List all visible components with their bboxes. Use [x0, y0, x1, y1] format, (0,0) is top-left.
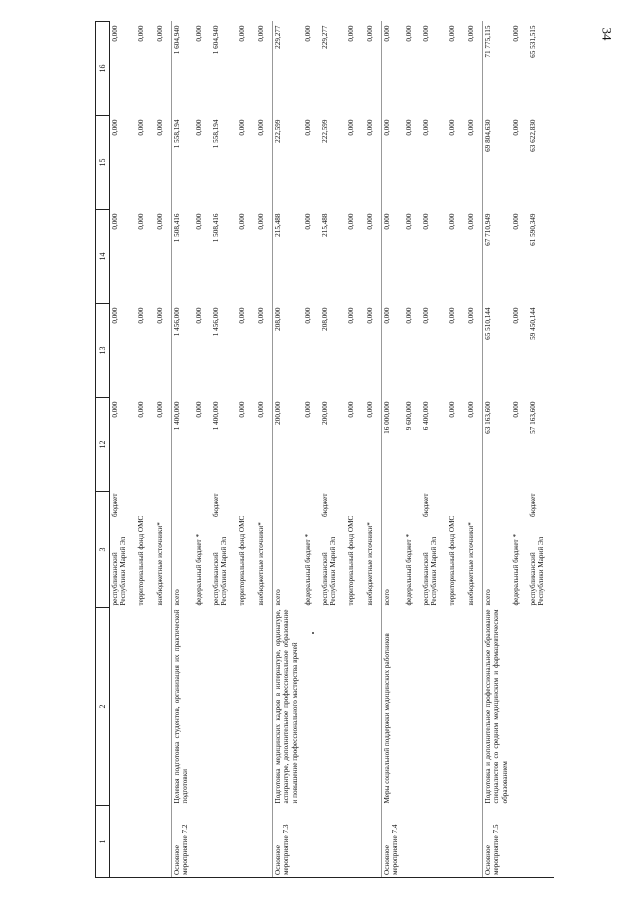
value-cell: 0,000 [365, 25, 374, 42]
funding-source-cell: федеральный бюджет * [303, 533, 312, 606]
event-cell [466, 806, 483, 878]
description-cell [404, 608, 421, 806]
description-cell: Меры социальной поддержки медицинских работников [382, 608, 404, 806]
table-row [365, 22, 382, 878]
value-cell: 0,000 [111, 307, 119, 324]
table-row [320, 22, 346, 878]
table-row [237, 22, 256, 878]
value-cell: 0,000 [194, 213, 203, 230]
value-cell: 0,000 [447, 25, 456, 42]
value-cell: 215,488 [273, 210, 303, 304]
event-cell [110, 806, 136, 878]
value-cell: 0,000 [511, 119, 520, 136]
table-header-row [96, 22, 110, 878]
value-cell: 0,000 [511, 307, 520, 324]
funding-source-cell: всего [273, 492, 303, 608]
column-header: 14 [96, 210, 110, 304]
table-row [273, 22, 303, 878]
value-cell: 0,000 [466, 25, 475, 42]
value-cell: 0,000 [404, 119, 413, 136]
value-cell: 0,000 [365, 307, 374, 324]
value-cell: 1 456,000 [172, 304, 194, 398]
value-cell: 65 510,144 [483, 304, 511, 398]
value-cell: 1 558,194 [211, 119, 220, 149]
value-cell: 0,000 [466, 119, 475, 136]
value-cell: 0,000 [237, 213, 246, 230]
value-cell: 0,000 [303, 307, 312, 324]
value-cell: 0,000 [346, 307, 355, 324]
value-cell: 0,000 [136, 307, 145, 324]
value-cell: 208,000 [273, 304, 303, 398]
value-cell: 200,000 [320, 401, 329, 425]
value-cell: 0,000 [136, 213, 145, 230]
value-cell: 0,000 [303, 25, 312, 42]
value-cell: 0,000 [511, 213, 520, 230]
value-cell: 0,000 [421, 119, 430, 136]
value-cell: 71 775,115 [483, 22, 511, 116]
table-row [404, 22, 421, 878]
event-cell [511, 806, 528, 878]
rotated-table-page [95, 22, 545, 878]
value-cell: 1 400,000 [172, 398, 194, 492]
description-cell [421, 608, 447, 806]
budget-table [95, 21, 554, 878]
description-cell [256, 608, 273, 806]
value-cell: 0,000 [511, 401, 520, 418]
funding-source-cell: внебюджетные источники* [155, 522, 164, 606]
value-cell: 0,000 [237, 307, 246, 324]
value-cell: 0,000 [194, 307, 203, 324]
description-cell [346, 608, 365, 806]
value-cell: 0,000 [111, 25, 119, 42]
value-cell: 0,000 [447, 213, 456, 230]
description-cell [155, 608, 172, 806]
event-cell [211, 806, 237, 878]
value-cell: 0,000 [111, 213, 119, 230]
value-cell: 0,000 [346, 401, 355, 418]
value-cell: 0,000 [155, 119, 164, 136]
value-cell: 57 163,600 [528, 401, 537, 434]
value-cell: 215,488 [320, 213, 329, 237]
value-cell: 1 456,000 [211, 307, 220, 337]
value-cell: 0,000 [404, 25, 413, 42]
description-cell [365, 608, 382, 806]
value-cell: 0,000 [346, 25, 355, 42]
value-cell: 0,000 [365, 213, 374, 230]
value-cell: 208,000 [320, 307, 329, 331]
value-cell: 229,277 [273, 22, 303, 116]
value-cell: 1 604,940 [211, 25, 220, 55]
event-cell [237, 806, 256, 878]
value-cell: 0,000 [111, 401, 119, 418]
page-number: 34 [599, 27, 615, 41]
description-cell: Подготовка и дополнительное профессиональное образование специалистов со средним медицинским и фармацевтическим образованием [484, 609, 509, 804]
value-cell: 0,000 [447, 401, 456, 418]
value-cell: 0,000 [237, 25, 246, 42]
value-cell: 1 508,416 [172, 210, 194, 304]
value-cell: 229,277 [320, 25, 329, 49]
value-cell: 0,000 [382, 304, 404, 398]
description-cell [303, 608, 320, 806]
value-cell: 6 400,000 [421, 401, 430, 431]
funding-source-cell: федеральный бюджет * [511, 533, 520, 606]
value-cell: 1 508,416 [211, 213, 220, 243]
funding-source-cell: всего [172, 492, 194, 608]
event-cell [256, 806, 273, 878]
table-row [136, 22, 155, 878]
value-cell: 0,000 [303, 119, 312, 136]
description-cell [447, 608, 466, 806]
value-cell: 222,599 [273, 116, 303, 210]
value-cell: 0,000 [404, 307, 413, 324]
table-row [466, 22, 483, 878]
event-cell [404, 806, 421, 878]
funding-source-cell: республиканский бюджет Республики Марий Эл [421, 493, 438, 606]
value-cell: 59 450,144 [528, 307, 537, 340]
column-header: 1 [96, 806, 110, 878]
funding-source-cell: всего [483, 492, 511, 608]
event-cell [421, 806, 447, 878]
value-cell: 16 000,000 [382, 398, 404, 492]
value-cell: 0,000 [404, 213, 413, 230]
value-cell: 0,000 [155, 213, 164, 230]
value-cell: 0,000 [466, 213, 475, 230]
funding-source-cell: внебюджетные источники* [365, 522, 374, 606]
funding-source-cell: территориальный фонд ОМС [447, 515, 456, 606]
value-cell: 0,000 [237, 119, 246, 136]
value-cell: 0,000 [365, 119, 374, 136]
column-header: 2 [96, 608, 110, 806]
value-cell: 0,000 [382, 116, 404, 210]
value-cell: 0,000 [346, 213, 355, 230]
value-cell: 0,000 [421, 307, 430, 324]
column-header: 12 [96, 398, 110, 492]
description-cell [136, 608, 155, 806]
value-cell: 0,000 [447, 307, 456, 324]
table-row [511, 22, 528, 878]
description-cell [466, 608, 483, 806]
event-cell [528, 806, 554, 878]
value-cell: 0,000 [111, 119, 119, 136]
description-cell: Подготовка медицинских кадров в интернатуре, ординатуре, аспирантуре, дополнительное профессиональное образование и повышение профессионального мастерства врачей [273, 608, 303, 806]
value-cell: 69 804,630 [483, 116, 511, 210]
table-row [346, 22, 365, 878]
value-cell: 0,000 [155, 307, 164, 324]
table-row [172, 22, 194, 878]
table-body [110, 22, 554, 878]
funding-source-cell: территориальный фонд ОМС [346, 515, 355, 606]
column-header: 3 [96, 492, 110, 608]
event-cell [447, 806, 466, 878]
value-cell: 0,000 [303, 213, 312, 230]
table-row [155, 22, 172, 878]
value-cell: 0,000 [466, 307, 475, 324]
value-cell: 0,000 [194, 119, 203, 136]
event-cell [155, 806, 172, 878]
table-row [110, 22, 136, 878]
table-row [421, 22, 447, 878]
event-cell [136, 806, 155, 878]
value-cell: 0,000 [256, 401, 265, 418]
value-cell: 0,000 [136, 119, 145, 136]
funding-source-cell: территориальный фонд ОМС [136, 515, 145, 606]
event-cell [346, 806, 365, 878]
funding-source-cell: республиканский бюджет Республики Марий Эл [528, 493, 545, 606]
value-cell: 0,000 [447, 119, 456, 136]
table-row [194, 22, 211, 878]
value-cell: 222,599 [320, 119, 329, 143]
description-cell [110, 608, 136, 806]
table-row [256, 22, 273, 878]
funding-source-cell: федеральный бюджет * [404, 533, 413, 606]
value-cell: 200,000 [273, 398, 303, 492]
value-cell: 0,000 [256, 213, 265, 230]
value-cell: 0,000 [237, 401, 246, 418]
value-cell: 0,000 [194, 401, 203, 418]
value-cell: 0,000 [466, 401, 475, 418]
value-cell: 61 590,349 [528, 213, 537, 246]
value-cell: 0,000 [421, 213, 430, 230]
event-cell [303, 806, 320, 878]
funding-source-cell: внебюджетные источники* [256, 522, 265, 606]
column-header: 16 [96, 22, 110, 116]
value-cell: 63 163,600 [483, 398, 511, 492]
value-cell: 0,000 [382, 22, 404, 116]
funding-source-cell: федеральный бюджет * [194, 533, 203, 606]
event-cell [194, 806, 211, 878]
table-row [211, 22, 237, 878]
event-cell [365, 806, 382, 878]
value-cell: 0,000 [256, 307, 265, 324]
value-cell: 0,000 [194, 25, 203, 42]
funding-source-cell: республиканский бюджет Республики Марий Эл [211, 493, 228, 606]
table-row [382, 22, 404, 878]
event-cell: Основное мероприятие 7.2 [172, 806, 194, 878]
funding-source-cell: внебюджетные источники* [466, 522, 475, 606]
description-cell [194, 608, 211, 806]
value-cell: 0,000 [421, 25, 430, 42]
description-cell: Целевая подготовка студентов, организация их практической подготовки [172, 608, 194, 806]
event-cell: Основное мероприятие 7.4 [382, 806, 404, 878]
value-cell: 0,000 [303, 401, 312, 418]
description-cell [211, 608, 237, 806]
description-cell [237, 608, 256, 806]
description-cell [528, 608, 554, 806]
funding-source-cell: территориальный фонд ОМС [237, 515, 246, 606]
value-cell: 1 558,194 [172, 116, 194, 210]
value-cell: 0,000 [346, 119, 355, 136]
table-row [303, 22, 320, 878]
value-cell: 0,000 [136, 25, 145, 42]
funding-source-cell: республиканский бюджет Республики Марий Эл [111, 493, 128, 606]
value-cell: 0,000 [511, 25, 520, 42]
value-cell: 0,000 [365, 401, 374, 418]
value-cell: 1 604,940 [172, 22, 194, 116]
funding-source-cell: республиканский бюджет Республики Марий Эл [320, 493, 337, 606]
value-cell: 0,000 [256, 119, 265, 136]
value-cell: 9 600,000 [404, 401, 413, 431]
description-cell [320, 608, 346, 806]
column-header: 13 [96, 304, 110, 398]
value-cell: 0,000 [155, 401, 164, 418]
table-row [447, 22, 466, 878]
event-cell: Основное мероприятие 7.5 [483, 806, 511, 878]
value-cell: 65 531,515 [528, 25, 537, 58]
value-cell: 67 710,949 [483, 210, 511, 304]
funding-source-cell: всего [382, 492, 404, 608]
table-row [528, 22, 554, 878]
event-cell: Основное мероприятие 7.3 [273, 806, 303, 878]
value-cell: 0,000 [256, 25, 265, 42]
column-header: 15 [96, 116, 110, 210]
value-cell: 0,000 [382, 210, 404, 304]
value-cell: 1 400,000 [211, 401, 220, 431]
event-cell [320, 806, 346, 878]
value-cell: 63 622,830 [528, 119, 537, 152]
value-cell: 0,000 [136, 401, 145, 418]
value-cell: 0,000 [155, 25, 164, 42]
table-row [483, 22, 511, 878]
description-cell [511, 608, 528, 806]
